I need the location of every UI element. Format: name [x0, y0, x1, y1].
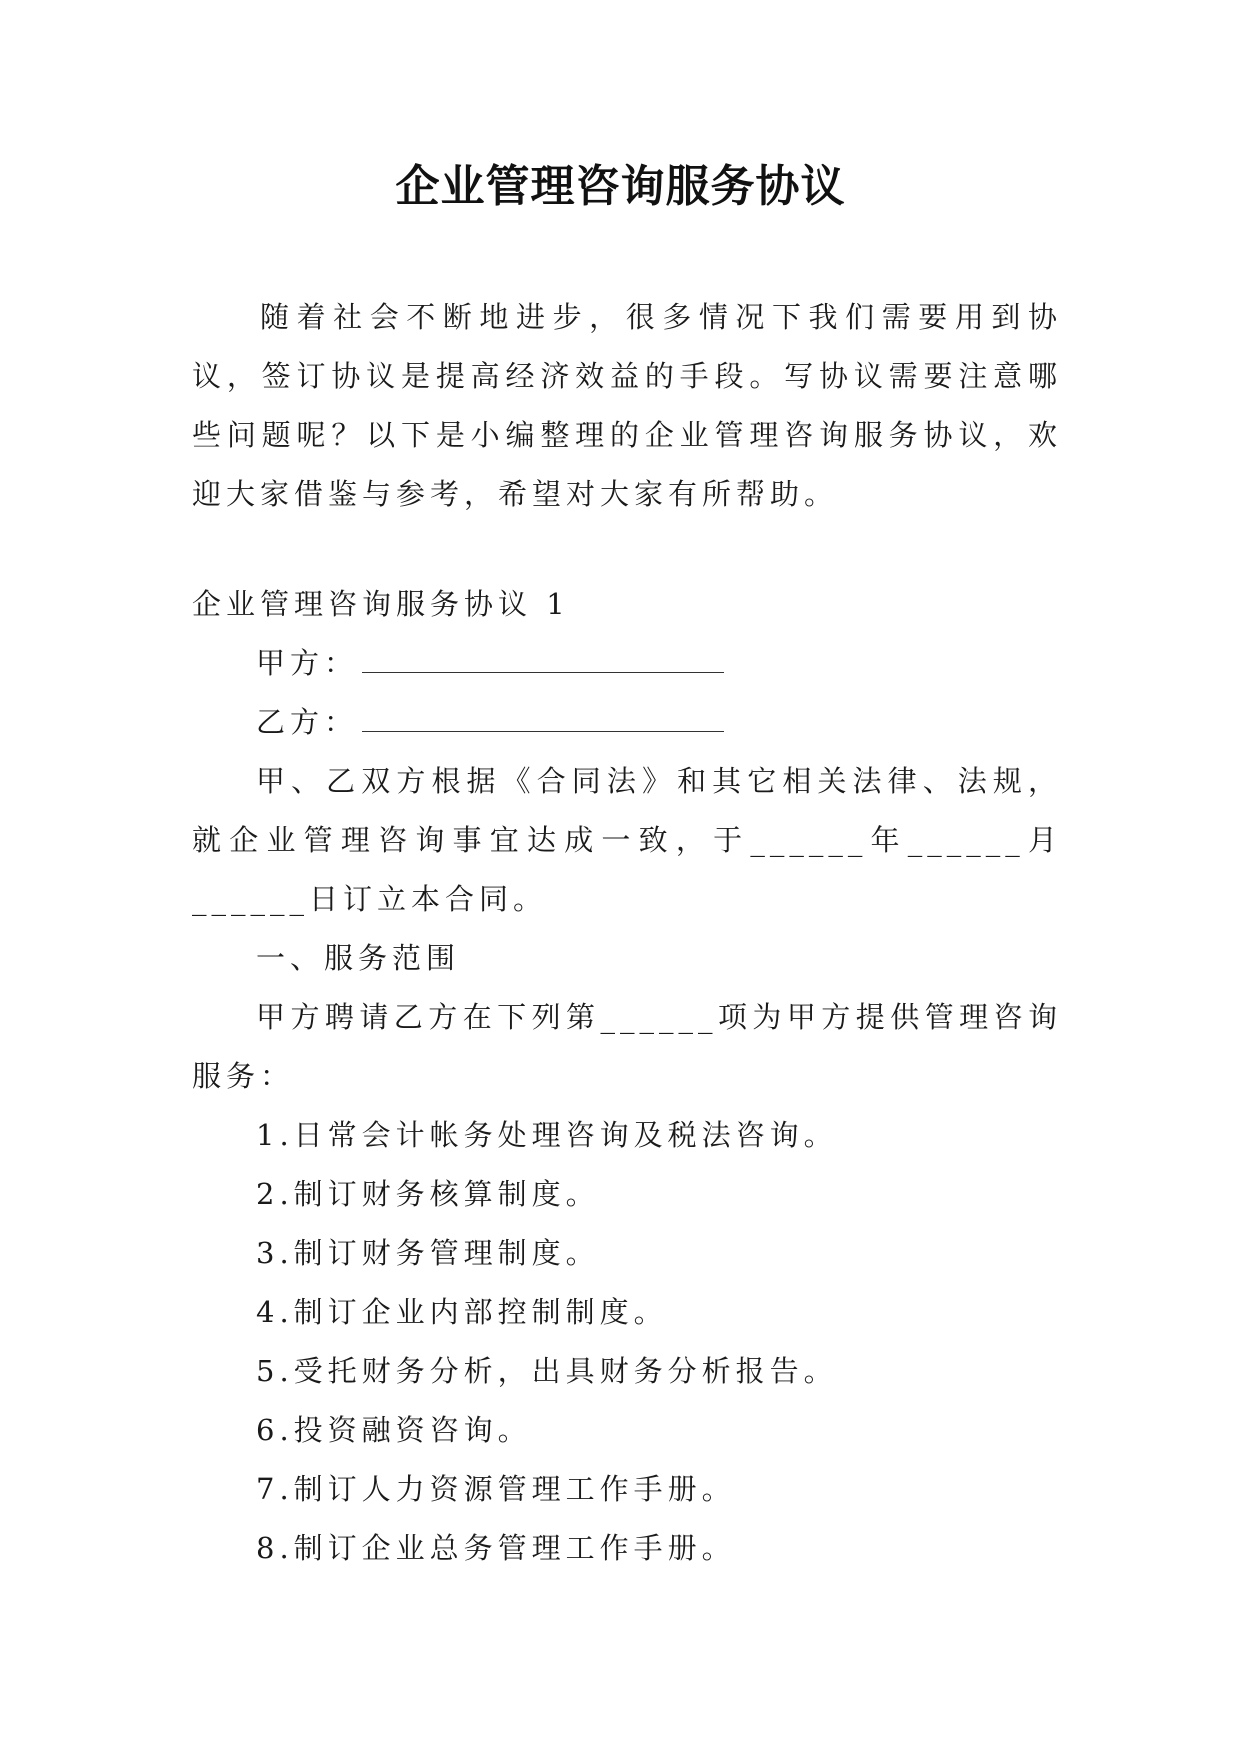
service-item-6: 6.投资融资咨询。 [256, 1413, 532, 1447]
party-a-label: 甲方： [256, 646, 359, 680]
service-item-7: 7.制订人力资源管理工作手册。 [256, 1472, 736, 1506]
service-item-8: 8.制订企业总务管理工作手册。 [256, 1531, 736, 1565]
party-a-blank [362, 671, 724, 673]
party-b-line [192, 693, 1062, 752]
section-1-text: 甲方聘请乙方在下列第______项为甲方提供管理咨询服务： [192, 1000, 1062, 1093]
service-item-5: 5.受托财务分析，出具财务分析报告。 [256, 1354, 838, 1388]
intro-paragraph: 随着社会不断地进步，很多情况下我们需要用到协议，签订协议是提高经济效益的手段。写协议需要注意哪些问题呢？以下是小编整理的企业管理咨询服务协议，欢迎大家借鉴与参考，希望对大家有所帮助。 [192, 300, 1062, 511]
preamble-paragraph: 甲、乙双方根据《合同法》和其它相关法律、法规，就企业管理咨询事宜达成一致，于______年______月______日订立本合同。 [192, 764, 1062, 916]
service-item-3: 3.制订财务管理制度。 [256, 1236, 600, 1270]
section-1-heading: 一、服务范围 [256, 941, 461, 975]
service-item-2: 2.制订财务核算制度。 [256, 1177, 600, 1211]
service-item-4: 4.制订企业内部控制制度。 [256, 1295, 668, 1329]
party-a-line [192, 634, 1062, 693]
party-b-blank [362, 730, 724, 732]
agreement-subtitle: 企业管理咨询服务协议 1 [192, 587, 570, 621]
agreement-body [192, 575, 1062, 1578]
document-title: 企业管理咨询服务协议 [395, 161, 846, 212]
party-b-label: 乙方： [256, 705, 359, 739]
service-item-1: 1.日常会计帐务处理咨询及税法咨询。 [256, 1118, 838, 1152]
